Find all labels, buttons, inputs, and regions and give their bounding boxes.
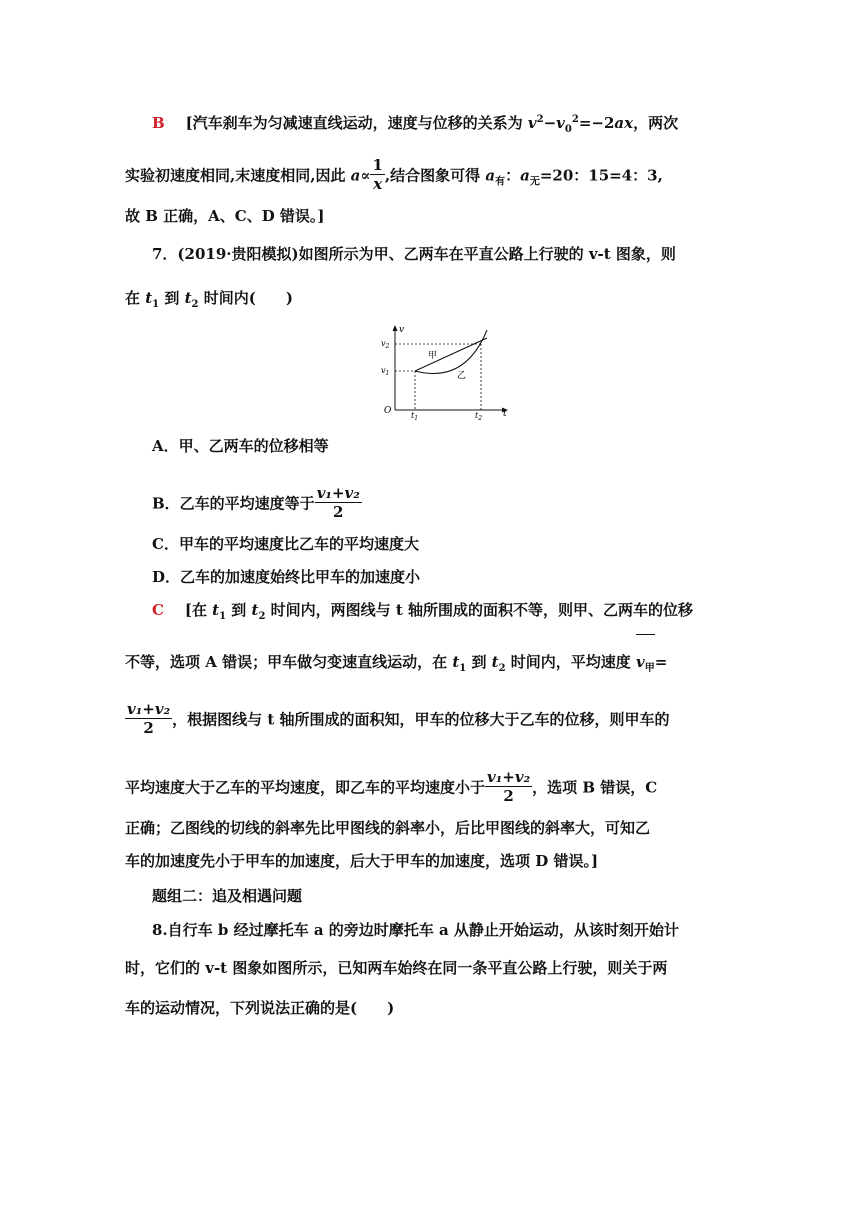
- axis-t-label: t: [503, 409, 507, 419]
- q6-answer-line1: [152, 110, 678, 140]
- q6-answer-line3: 故 B 正确，A、C、D 错误。]: [125, 207, 325, 225]
- option-c: C．甲车的平均速度比乙车的平均速度大: [152, 535, 419, 553]
- text: =−2: [578, 114, 615, 132]
- text: −: [543, 114, 557, 132]
- var: a: [485, 166, 496, 185]
- option-d: D．乙车的加速度始终比甲车的加速度小: [152, 568, 421, 586]
- text: 到: [226, 601, 252, 619]
- sub: 无: [529, 176, 540, 188]
- sup: 2: [536, 114, 544, 125]
- text: =: [654, 653, 668, 671]
- fraction-v1-plus-v2-over-2: [125, 700, 172, 737]
- text: ，两次: [633, 114, 679, 132]
- text: 在: [125, 289, 146, 307]
- t1-label: $t_1$: [411, 411, 419, 422]
- answer-letter: B: [152, 114, 165, 132]
- q8-line1: 8.自行车 b 经过摩托车 a 的旁边时摩托车 a 从静止开始运动，从该时刻开始计: [152, 921, 679, 939]
- text: 不等，选项 A 错误；甲车做匀变速直线运动，在: [125, 653, 453, 671]
- fraction-v1-plus-v2-over-2: [315, 484, 362, 521]
- q7-answer-line4: [125, 770, 657, 807]
- text: 时间内，平均速度: [505, 653, 637, 671]
- sub: 0: [564, 124, 572, 135]
- v-axis-arrow: [393, 325, 398, 331]
- q7-answer-line1: [152, 600, 693, 627]
- v-bar-jia: [636, 652, 655, 679]
- text: ，选项 B 错误，C: [532, 778, 658, 797]
- t2-label: $t_2$: [475, 411, 483, 422]
- text: 时间内，两图线与 t 轴所围成的面积不等，则甲、乙两车的位移: [265, 601, 694, 619]
- var: t: [251, 601, 259, 619]
- var: t: [491, 653, 499, 671]
- var: a: [520, 166, 530, 185]
- fraction-v1-plus-v2-over-2: [485, 768, 532, 805]
- var: t: [184, 289, 192, 307]
- q7-line1: 7．(2019·贵阳模拟)如图所示为甲、乙两车在平直公路上行驶的 v-t 图象，则: [152, 245, 676, 263]
- sub: 1: [219, 611, 227, 622]
- var: v: [556, 114, 565, 132]
- num: 1: [372, 156, 383, 174]
- label-jia: 甲: [428, 351, 438, 361]
- text: =20：15=4：3,: [539, 166, 663, 185]
- curve-yi: [415, 330, 487, 374]
- sub: 2: [498, 663, 506, 674]
- text: ,结合图象可得: [384, 166, 486, 185]
- q6-answer-line2: [125, 158, 663, 195]
- q7-line2: [125, 288, 293, 315]
- num: v₁+v₂: [316, 484, 360, 502]
- v2-label: $v_2$: [381, 339, 390, 350]
- num: v₁+v₂: [487, 768, 531, 786]
- var: v: [527, 114, 537, 132]
- var: t: [212, 601, 220, 619]
- text: 时间内( ): [198, 289, 293, 307]
- q8-line3: 车的运动情况，下列说法正确的是( ): [125, 999, 395, 1017]
- text: ，根据图线与 t 轴所围成的面积知，甲车的位移大于乙车的位移，则甲车的: [172, 710, 670, 729]
- q7-answer-line6: 车的加速度先小于甲车的加速度，后大于甲车的加速度，选项 D 错误。]: [125, 852, 599, 870]
- den: 2: [503, 787, 514, 805]
- den: 2: [333, 503, 344, 521]
- text: ∝: [360, 166, 371, 185]
- text: [汽车刹车为匀减速直线运动，速度与位移的关系为: [185, 114, 528, 132]
- sup: 2: [571, 114, 579, 125]
- den: 2: [143, 719, 154, 737]
- text: [在: [184, 601, 213, 619]
- var: t: [145, 289, 153, 307]
- sub: 1: [459, 663, 467, 674]
- text: 实验初速度相同,末速度相同,因此: [125, 166, 351, 185]
- v1-label: $v_1$: [381, 366, 390, 377]
- q8-line2: 时，它们的 v-t 图象如图所示，已知两车始终在同一条平直公路上行驶，则关于两: [125, 959, 668, 977]
- text: 平均速度大于乙车的平均速度，即乙车的平均速度小于: [125, 778, 486, 797]
- den: x: [373, 175, 383, 193]
- origin-label: O: [384, 406, 392, 416]
- q7-answer-line5: 正确；乙图线的切线的斜率先比甲图线的斜率小，后比甲图线的斜率大，可知乙: [125, 819, 651, 837]
- axis-v-label: v: [399, 325, 405, 335]
- sub: 甲: [644, 663, 655, 674]
- text: 到: [159, 289, 185, 307]
- text: ：: [505, 166, 521, 185]
- var: t: [452, 653, 460, 671]
- sub: 1: [152, 299, 160, 310]
- sub: 2: [191, 299, 199, 310]
- num: v₁+v₂: [127, 700, 171, 718]
- q7-answer-line3: [125, 702, 670, 739]
- group2-title: 题组二：追及相遇问题: [152, 887, 303, 905]
- sub: 2: [258, 611, 266, 622]
- var: a: [350, 166, 361, 185]
- q7-answer-line2: [125, 652, 667, 679]
- option-a: A．甲、乙两车的位移相等: [152, 437, 329, 455]
- option-b: [152, 486, 362, 523]
- vt-graph: [375, 322, 515, 422]
- text: B．乙车的平均速度等于: [152, 494, 315, 513]
- sub: 有: [495, 176, 506, 188]
- curve-jia: [415, 338, 487, 371]
- var: x: [624, 114, 634, 132]
- label-yi: 乙: [457, 371, 467, 381]
- var: v: [636, 653, 645, 671]
- text: 到: [466, 653, 492, 671]
- var: a: [614, 114, 625, 132]
- answer-letter: C: [152, 601, 164, 619]
- fraction-1-over-x: [370, 156, 384, 193]
